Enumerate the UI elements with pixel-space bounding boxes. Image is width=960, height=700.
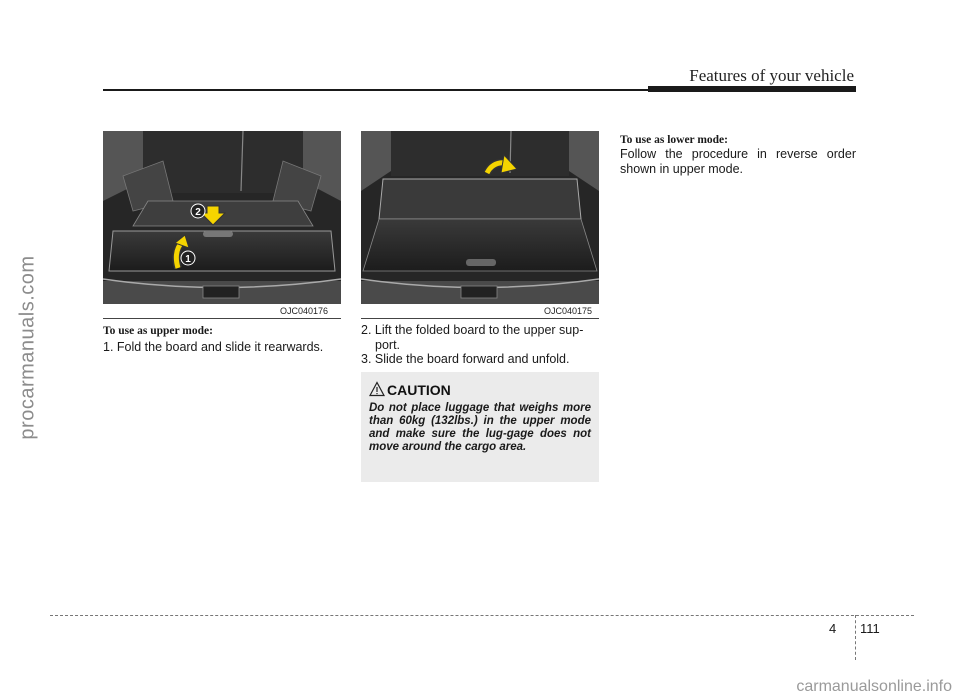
page-number: 111 xyxy=(860,621,880,636)
side-watermark: procarmanuals.com xyxy=(16,255,39,440)
caution-title: CAUTION xyxy=(387,382,451,398)
header-bar xyxy=(648,86,856,92)
figure-code-2: OJC040175 xyxy=(544,306,593,316)
step-1: 1. Fold the board and slide it rearwards. xyxy=(103,340,324,354)
step-2 xyxy=(361,323,603,353)
figure-rule-1 xyxy=(103,318,341,319)
callout-2-label: 2 xyxy=(195,207,201,218)
step-2-line-2: port. xyxy=(375,338,401,352)
page-divider xyxy=(855,615,856,660)
bottom-watermark: carmanualsonline.info xyxy=(796,678,952,695)
step-2-line-1: 2. Lift the folded board to the upper sup- xyxy=(361,323,584,337)
figure-upper-support xyxy=(361,131,599,304)
figure-code-1: OJC040176 xyxy=(280,306,329,316)
step-3: 3. Slide the board forward and unfold. xyxy=(361,352,570,366)
lower-mode-heading: To use as lower mode: xyxy=(620,134,728,146)
caution-box xyxy=(361,372,599,482)
upper-mode-heading: To use as upper mode: xyxy=(103,325,213,337)
figure-rule-2 xyxy=(361,318,599,319)
lower-mode-text: Follow the procedure in reverse order shown in upper mode. xyxy=(620,147,856,176)
callout-1-label: 1 xyxy=(185,254,191,265)
header-title: Features of your vehicle xyxy=(689,66,854,85)
warning-triangle-icon xyxy=(369,381,385,397)
footer-rule xyxy=(50,615,914,616)
figure-upper-mode xyxy=(103,131,341,304)
caution-text: Do not place luggage that weighs more than 60kg (132lbs.) in the upper mode and make sure the lug-gage does not move around the cargo area. xyxy=(369,402,591,453)
cargo-illustration-2 xyxy=(361,131,599,304)
page-chapter: 4 xyxy=(829,621,837,636)
cargo-illustration-1 xyxy=(103,131,341,304)
